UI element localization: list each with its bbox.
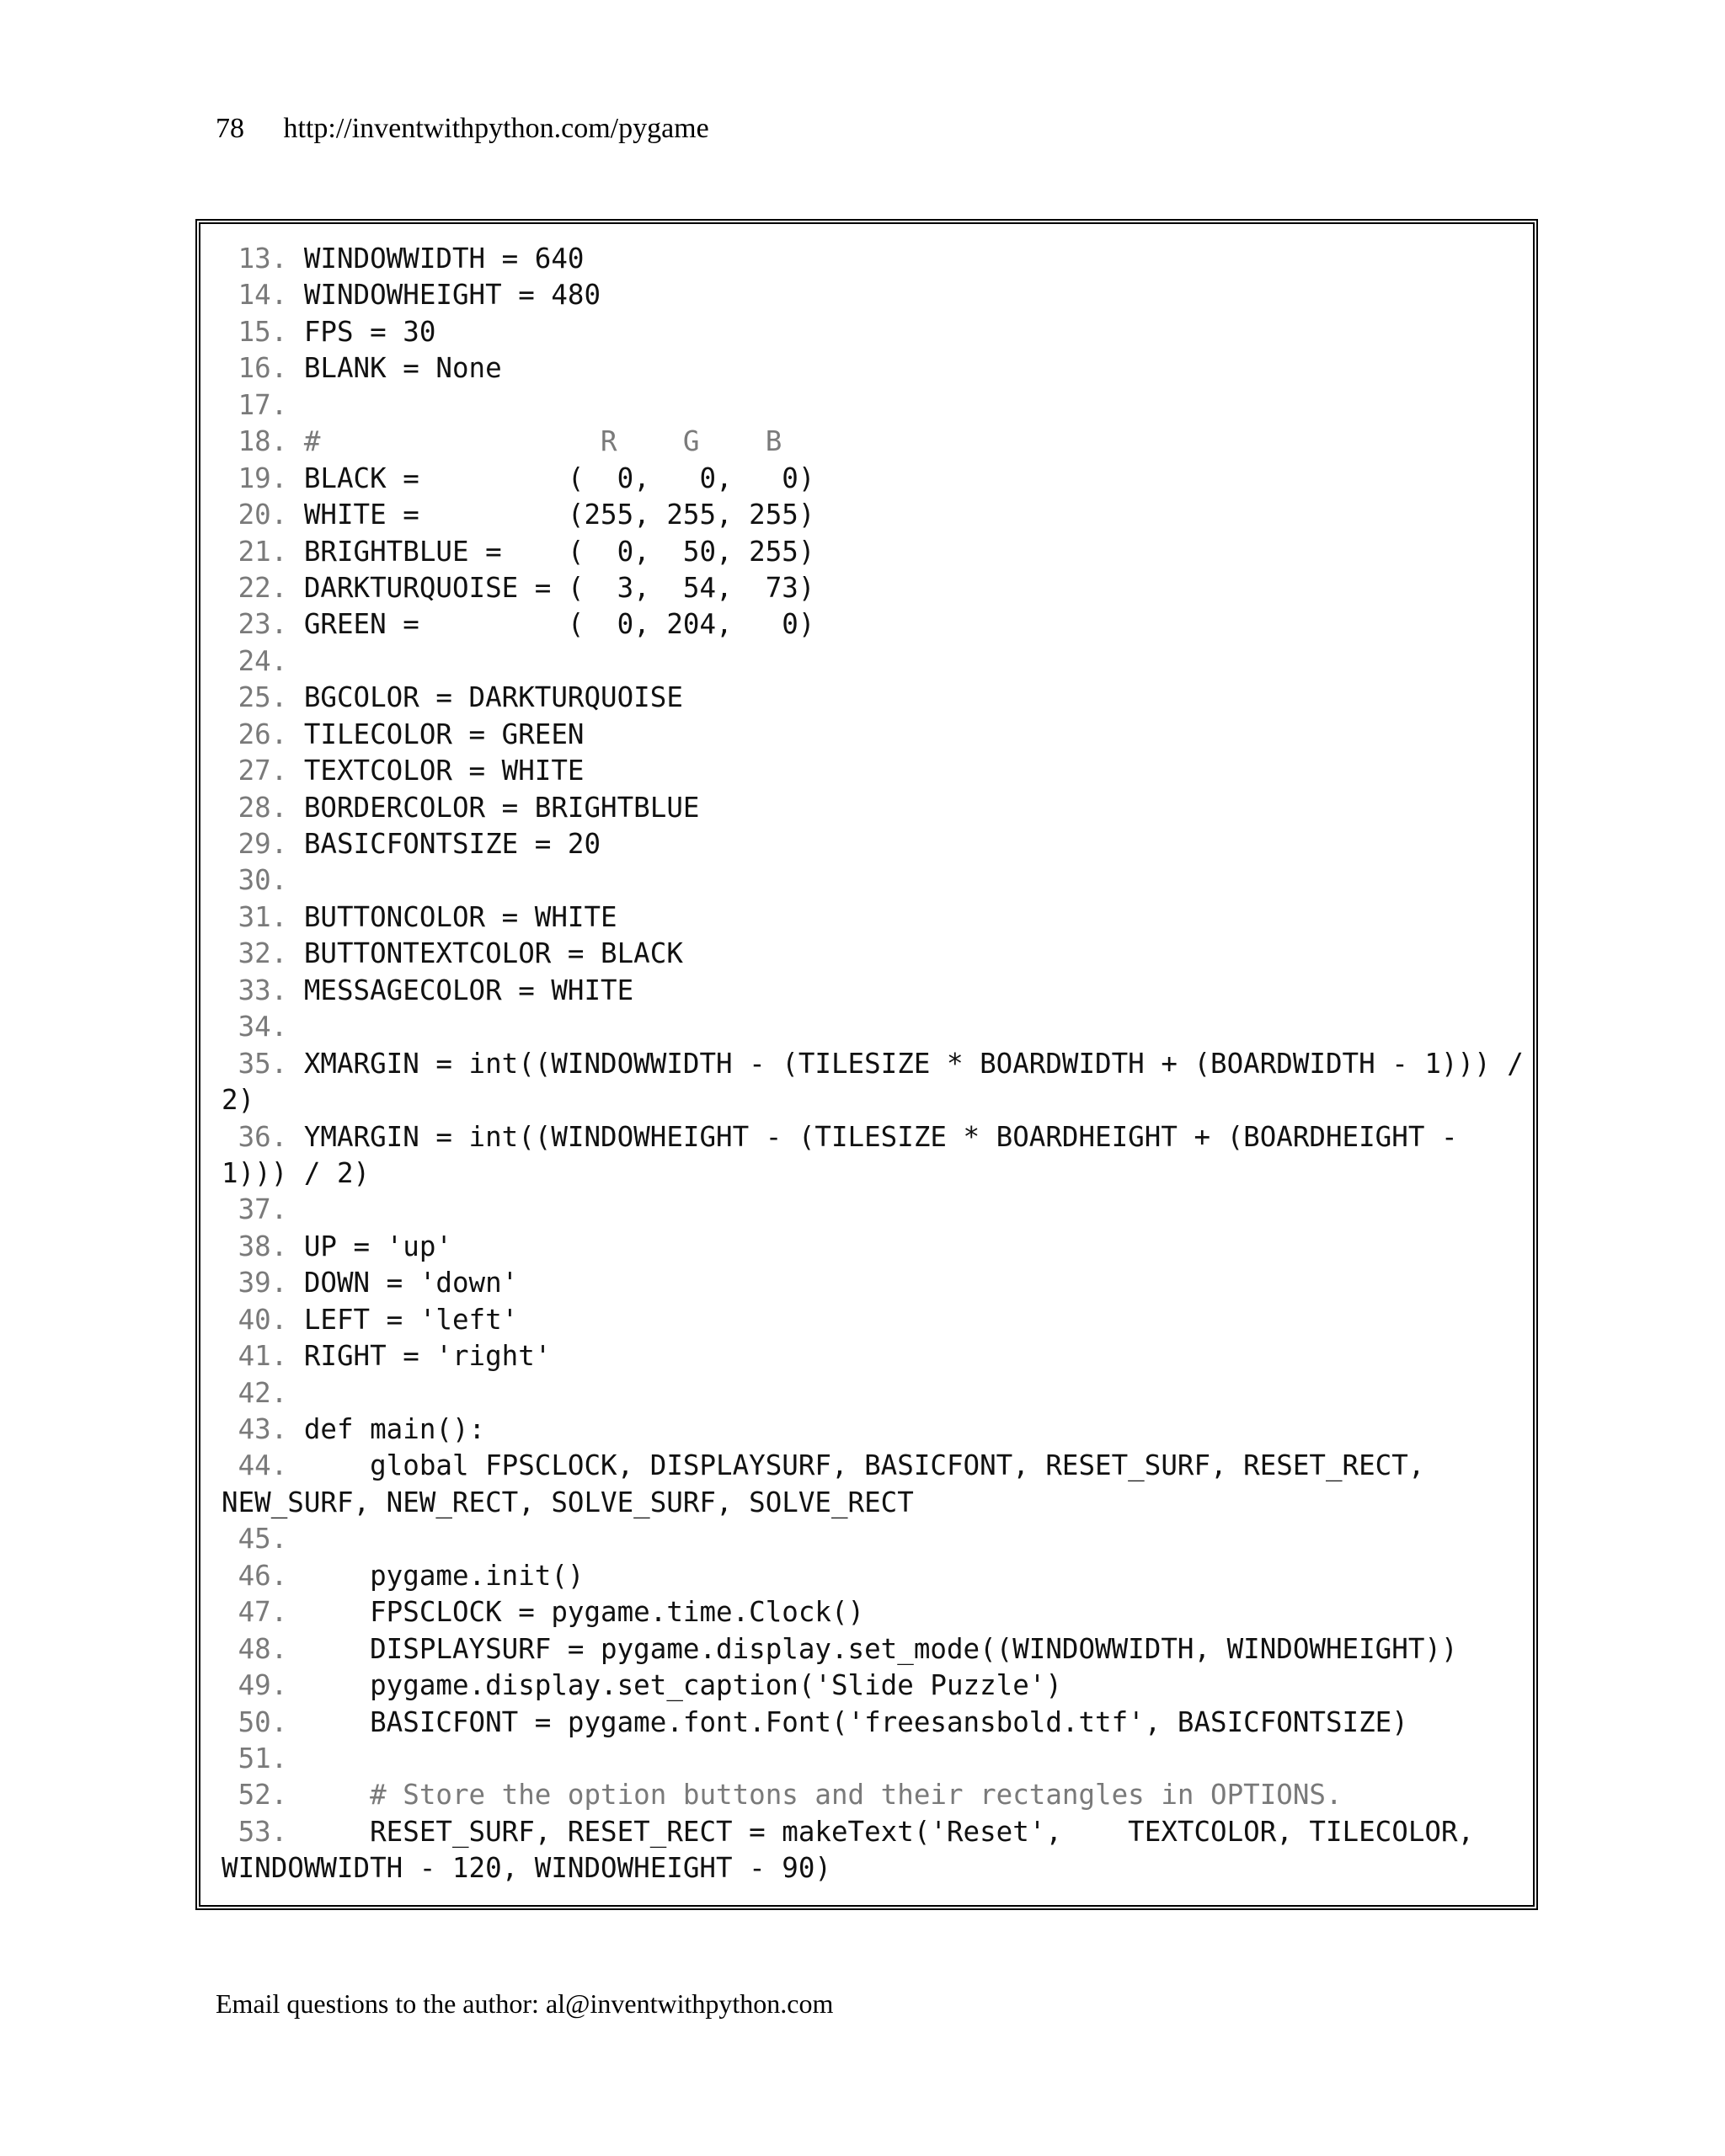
code-line [222, 1009, 1519, 1045]
code-text: BGCOLOR = DARKTURQUOISE [287, 681, 683, 714]
line-number: 30. [222, 864, 288, 897]
line-number: 42. [222, 1376, 288, 1409]
page-footer: Email questions to the author: al@inventwithpython.com [216, 1988, 834, 2019]
line-number: 20. [222, 499, 288, 531]
line-number: 22. [222, 571, 288, 604]
line-number: 24. [222, 644, 288, 677]
header-url: http://inventwithpython.com/pygame [283, 113, 709, 144]
code-line [222, 314, 1519, 350]
code-text: GREEN = ( 0, 204, 0) [287, 608, 815, 641]
line-number: 16. [222, 352, 288, 385]
line-number: 47. [222, 1596, 288, 1629]
code-line [222, 570, 1519, 606]
code-line [222, 1594, 1519, 1630]
code-text: WINDOWWIDTH = 640 [287, 243, 585, 275]
code-text: TILECOLOR = GREEN [287, 718, 585, 750]
code-line [222, 790, 1519, 826]
code-text: FPS = 30 [287, 315, 436, 348]
code-line [222, 1155, 1519, 1192]
code-text: global FPSCLOCK, DISPLAYSURF, BASICFONT, RESET_SURF, RESET_RECT, [287, 1449, 1425, 1482]
code-line [222, 241, 1519, 277]
code-line [222, 1046, 1524, 1082]
code-line [222, 753, 1519, 789]
line-number: 19. [222, 462, 288, 494]
code-line [222, 350, 1519, 387]
line-number: 35. [222, 1047, 288, 1080]
code-line [222, 606, 1519, 643]
line-number: 46. [222, 1559, 288, 1592]
code-text: DARKTURQUOISE = ( 3, 54, 73) [287, 571, 815, 604]
line-number: 17. [222, 388, 288, 421]
line-number: 38. [222, 1230, 288, 1262]
code-line [222, 1265, 1519, 1301]
code-text: LEFT = 'left' [287, 1303, 519, 1336]
line-number: 33. [222, 974, 288, 1006]
code-line [222, 424, 1519, 460]
line-number: 36. [222, 1120, 288, 1153]
code-line [222, 1521, 1519, 1557]
code-text: BASICFONTSIZE = 20 [287, 828, 601, 860]
code-line [222, 1338, 1519, 1374]
code-text: RESET_SURF, RESET_RECT = makeText('Reset', TEXTCOLOR, TILECOLOR, [287, 1815, 1475, 1848]
line-number: 39. [222, 1267, 288, 1299]
line-number: 44. [222, 1449, 288, 1482]
code-line [222, 1741, 1519, 1777]
line-number: 34. [222, 1011, 288, 1043]
code-line [222, 1082, 1519, 1118]
code-line [222, 461, 1519, 497]
code-text: MESSAGECOLOR = WHITE [287, 974, 634, 1006]
line-number: 48. [222, 1632, 288, 1665]
code-line [222, 826, 1519, 862]
line-number: 31. [222, 900, 288, 933]
code-comment: # R G B [287, 425, 782, 458]
line-number: 50. [222, 1705, 288, 1738]
code-text: NEW_SURF, NEW_RECT, SOLVE_SURF, SOLVE_RECT [222, 1486, 914, 1518]
code-line [222, 534, 1519, 570]
page-header [216, 108, 709, 150]
code-line [222, 1229, 1519, 1265]
code-line [222, 1412, 1519, 1448]
code-line [222, 1850, 1519, 1886]
code-line [222, 1668, 1519, 1704]
code-line [222, 973, 1519, 1009]
code-line [222, 643, 1519, 680]
code-line [222, 899, 1519, 936]
line-number: 23. [222, 608, 288, 641]
code-listing-frame [195, 219, 1538, 1910]
line-number: 14. [222, 279, 288, 312]
code-text: BLANK = None [287, 352, 502, 385]
code-line [222, 1705, 1519, 1741]
code-line [222, 497, 1519, 533]
line-number: 45. [222, 1523, 288, 1556]
line-number: 28. [222, 791, 288, 824]
line-number: 49. [222, 1669, 288, 1702]
code-text: RIGHT = 'right' [287, 1340, 552, 1373]
code-text: FPSCLOCK = pygame.time.Clock() [287, 1596, 865, 1629]
code-comment: # Store the option buttons and their rectangles in OPTIONS. [287, 1779, 1343, 1812]
line-number: 25. [222, 681, 288, 714]
line-number: 15. [222, 315, 288, 348]
code-line [222, 1631, 1519, 1668]
code-line [222, 1814, 1519, 1850]
code-text: YMARGIN = int((WINDOWHEIGHT - (TILESIZE * BOARDHEIGHT + (BOARDHEIGHT - [287, 1120, 1458, 1153]
code-text: BUTTONCOLOR = WHITE [287, 900, 617, 933]
line-number: 29. [222, 828, 288, 860]
code-line [222, 717, 1519, 753]
line-number: 53. [222, 1815, 288, 1848]
line-number: 41. [222, 1340, 288, 1373]
line-number: 37. [222, 1193, 288, 1226]
code-text: 2) [222, 1084, 255, 1117]
code-text: WHITE = (255, 255, 255) [287, 499, 815, 531]
code-text: XMARGIN = int((WINDOWWIDTH - (TILESIZE * BOARDWIDTH + (BOARDWIDTH - 1))) / [287, 1047, 1524, 1080]
code-text: def main(): [287, 1413, 486, 1445]
code-text: BUTTONTEXTCOLOR = BLACK [287, 937, 683, 970]
line-number: 18. [222, 425, 288, 458]
code-text: TEXTCOLOR = WHITE [287, 755, 585, 787]
code-line [222, 936, 1519, 972]
code-line [222, 862, 1519, 899]
code-line [222, 1485, 1519, 1521]
code-line [222, 1448, 1519, 1484]
line-number: 27. [222, 755, 288, 787]
page-number: 78 [216, 113, 244, 144]
line-number: 52. [222, 1779, 288, 1812]
code-line [222, 277, 1519, 313]
code-text: 1))) / 2) [222, 1156, 371, 1189]
code-text: UP = 'up' [287, 1230, 452, 1262]
code-line [222, 387, 1519, 424]
line-number: 21. [222, 535, 288, 568]
code-line [222, 1192, 1519, 1228]
line-number: 26. [222, 718, 288, 750]
line-number: 51. [222, 1742, 288, 1774]
code-text: BASICFONT = pygame.font.Font('freesansbold.ttf', BASICFONTSIZE) [287, 1705, 1408, 1738]
code-text: DISPLAYSURF = pygame.display.set_mode((WINDOWWIDTH, WINDOWHEIGHT)) [287, 1632, 1458, 1665]
code-text: pygame.display.set_caption('Slide Puzzle') [287, 1669, 1062, 1702]
code-line [222, 1119, 1519, 1155]
code-line [222, 1777, 1519, 1813]
code-text: WINDOWWIDTH - 120, WINDOWHEIGHT - 90) [222, 1852, 831, 1885]
code-text: pygame.init() [287, 1559, 585, 1592]
code-line [222, 680, 1519, 716]
code-text: BRIGHTBLUE = ( 0, 50, 255) [287, 535, 815, 568]
code-text: DOWN = 'down' [287, 1267, 519, 1299]
code-text: WINDOWHEIGHT = 480 [287, 279, 601, 312]
code-line [222, 1302, 1519, 1338]
line-number: 13. [222, 243, 288, 275]
line-number: 43. [222, 1413, 288, 1445]
line-number: 32. [222, 937, 288, 970]
code-listing [222, 241, 1524, 1887]
code-line [222, 1558, 1519, 1594]
code-text: BLACK = ( 0, 0, 0) [287, 462, 815, 494]
code-line [222, 1375, 1519, 1412]
line-number: 40. [222, 1303, 288, 1336]
code-text: BORDERCOLOR = BRIGHTBLUE [287, 791, 700, 824]
